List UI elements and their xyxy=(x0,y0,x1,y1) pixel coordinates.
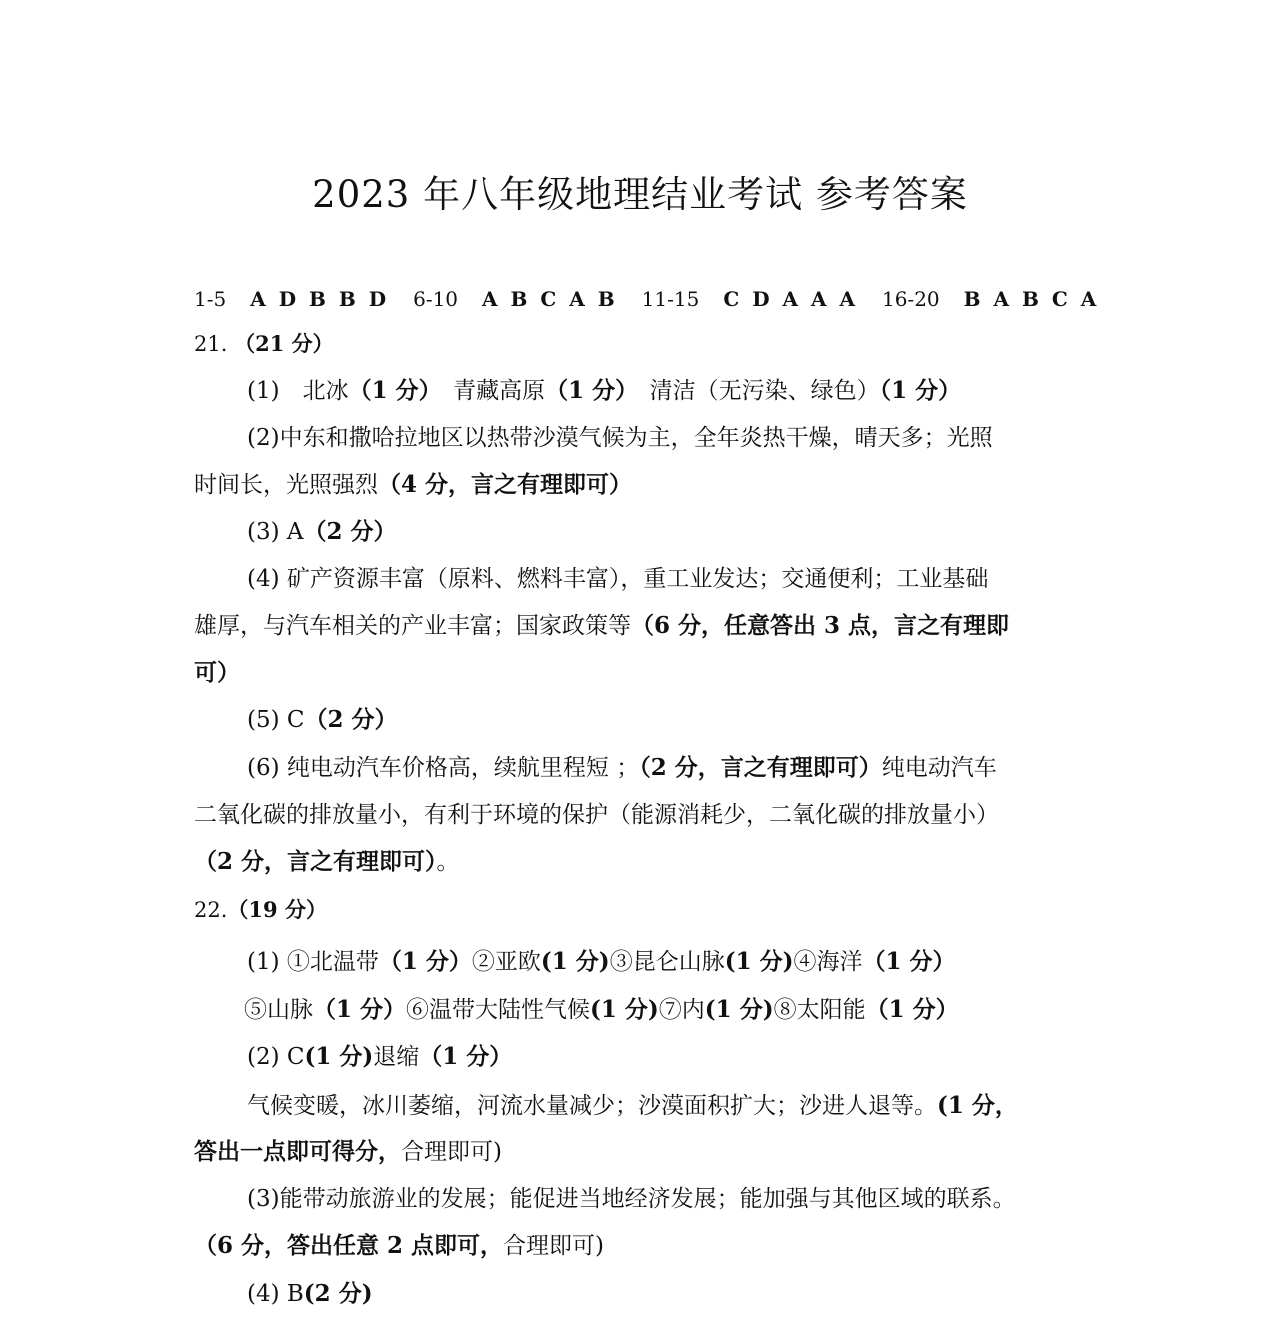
q21-part4-line2 xyxy=(194,610,1009,642)
score-note: （1 分） xyxy=(879,377,962,404)
score-note: (1 分) xyxy=(540,948,610,975)
score-note: （1 分） xyxy=(865,996,959,1023)
q21-part2-line1: (2)中东和撒哈拉地区以热带沙漠气候为主，全年炎热干燥，晴天多；光照 xyxy=(247,425,993,451)
q22-part1-line1 xyxy=(247,946,955,978)
score-note: (1 分) xyxy=(704,996,774,1023)
answer-text: 清洁（无污染、绿色） xyxy=(626,378,880,404)
choice-answers: A D B B D xyxy=(250,287,390,311)
answer-text: 纯电动汽车 xyxy=(881,755,997,781)
score-note: (1 分， xyxy=(937,1092,1018,1119)
q22-number: 22. xyxy=(194,898,228,922)
answer-text: ⑧太阳能 xyxy=(773,997,866,1023)
q21-part3 xyxy=(247,516,397,548)
q22-part2b-line2 xyxy=(194,1136,502,1168)
q22-score: （19 分） xyxy=(227,897,327,922)
answer-text: (5) C xyxy=(247,707,305,733)
score-note: 答出一点即可得分， xyxy=(194,1138,401,1165)
q21-part5 xyxy=(247,704,398,736)
q22-part2 xyxy=(247,1041,512,1073)
answer-text: ④海洋 xyxy=(793,949,863,975)
q22-part1-line2 xyxy=(244,994,959,1026)
choice-range: 6-10 xyxy=(413,287,459,311)
q22-heading xyxy=(194,894,327,926)
q21-score: （21 分） xyxy=(234,331,334,356)
score-note: (1 分) xyxy=(304,1043,374,1070)
choice-answers-row xyxy=(194,283,1123,315)
page-title: 2023 年八年级地理结业考试 参考答案 xyxy=(312,173,968,216)
q22-part4 xyxy=(247,1278,373,1310)
q21-number: 21. xyxy=(194,332,228,356)
q21-part2-line2 xyxy=(194,469,632,501)
q21-part6-line1 xyxy=(247,752,997,784)
score-note: （1 分） xyxy=(378,948,472,975)
answer-text: ⑦内 xyxy=(658,997,705,1023)
q22-part2b-line1 xyxy=(247,1090,1018,1122)
score-note: （2 分） xyxy=(303,518,397,545)
score-note: (1 分) xyxy=(590,996,659,1023)
q21-heading xyxy=(194,328,334,360)
answer-text: ②亚欧 xyxy=(471,949,541,975)
answer-text: (4) B xyxy=(247,1281,304,1307)
answer-text: (2) C xyxy=(247,1044,305,1070)
score-note: （2 分，言之有理即可） xyxy=(639,754,882,781)
answer-text: ⑥温带大陆性气候 xyxy=(406,997,591,1023)
score-note: (2 分) xyxy=(303,1280,373,1307)
answer-text: ⑤山脉 xyxy=(244,997,313,1023)
score-note: （1 分） xyxy=(545,377,627,404)
answer-text: 时间长，光照强烈 xyxy=(194,472,378,498)
score-note: （1 分） xyxy=(313,996,407,1023)
score-note: （6 分，答出任意 2 点即可， xyxy=(194,1232,504,1259)
answer-text: 青藏高原 xyxy=(430,378,546,404)
q21-part6-line2: 二氧化碳的排放量小，有利于环境的保护（能源消耗少，二氧化碳的排放量小） xyxy=(194,802,999,828)
q21-part4-line3: 可） xyxy=(194,659,240,686)
answer-text: (1) 北冰 xyxy=(247,378,349,404)
score-note: (1 分) xyxy=(724,948,794,975)
choice-range: 11-15 xyxy=(641,287,700,311)
answer-text: 。 xyxy=(436,849,460,875)
answer-text: 合理即可) xyxy=(503,1233,605,1259)
answer-text: (3) A xyxy=(247,519,304,545)
answer-text: ③昆仑山脉 xyxy=(609,949,725,975)
choice-range: 1-5 xyxy=(194,287,227,311)
answer-text: 气候变暖，冰川萎缩，河流水量减少；沙漠面积扩大；沙进人退等。 xyxy=(247,1093,937,1119)
score-note: （2 分，言之有理即可） xyxy=(194,848,437,875)
q21-part1 xyxy=(247,375,961,407)
choice-answers: B A B C A xyxy=(963,287,1100,311)
score-note: （6 分，任意答出 3 点，言之有理即 xyxy=(631,612,1010,639)
score-note: （4 分，言之有理即可） xyxy=(378,471,633,498)
answer-text: 雄厚，与汽车相关的产业丰富；国家政策等 xyxy=(194,613,631,639)
answer-text: (1) ①北温带 xyxy=(247,949,379,975)
choice-answers: C D A A A xyxy=(723,287,858,311)
choice-range: 16-20 xyxy=(881,287,940,311)
choice-answers: A B C A B xyxy=(482,287,618,311)
answer-text: 合理即可) xyxy=(401,1139,502,1165)
score-note: （2 分） xyxy=(304,706,398,733)
q21-part4-line1: (4) 矿产资源丰富（原料、燃料丰富），重工业发达；交通便利；工业基础 xyxy=(247,566,989,592)
answer-text: 退缩 xyxy=(373,1044,420,1070)
q22-part3-line2 xyxy=(194,1230,604,1262)
q21-part6-line3 xyxy=(194,846,460,878)
score-note: （1 分） xyxy=(862,948,956,975)
answer-text: (6) 纯电动汽车价格高，续航里程短 ； xyxy=(247,755,640,781)
score-note: （1 分） xyxy=(419,1043,513,1070)
q22-part3-line1: (3)能带动旅游业的发展；能促进当地经济发展；能加强与其他区域的联系。 xyxy=(247,1186,1016,1212)
score-note: （1 分） xyxy=(348,377,431,404)
